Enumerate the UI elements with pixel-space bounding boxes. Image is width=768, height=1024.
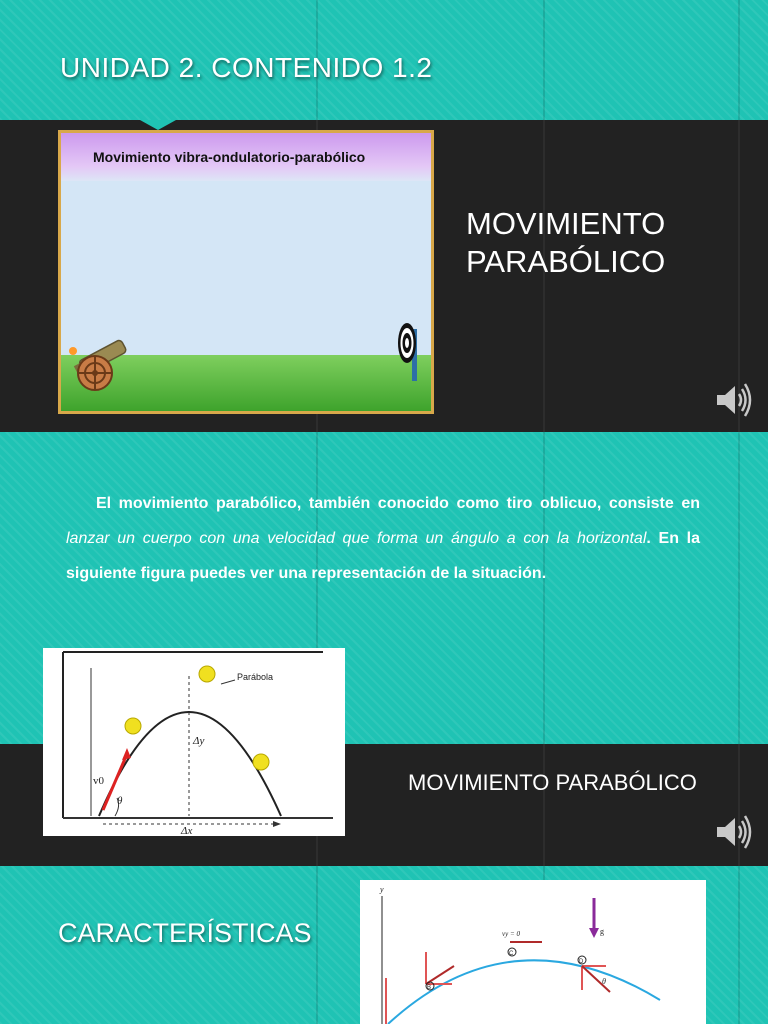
theta-label: θ	[117, 795, 123, 807]
v0-label: v0	[93, 775, 104, 787]
point-c-label: C	[509, 951, 514, 957]
paragraph-italic: lanzar un cuerpo con una velocidad que forma un ángulo a con la horizontal	[66, 530, 647, 547]
simulation-frame[interactable]	[58, 130, 434, 414]
paragraph-part1: El movimiento parabólico, también conocido como tiro oblicuo, consiste en	[96, 495, 700, 512]
slide2-subtitle: MOVIMIENTO PARABÓLICO	[408, 770, 697, 795]
slide1-notch	[140, 120, 176, 130]
cannon-icon	[67, 329, 137, 393]
curve-label: Parábola	[237, 672, 274, 682]
gravity-label: g	[600, 927, 604, 936]
target-icon	[397, 321, 427, 381]
delta-y-label: Δy	[193, 735, 205, 747]
vy-zero-label: vy = 0	[502, 930, 520, 938]
point-b-label: B	[427, 985, 432, 991]
parabola-figure	[43, 648, 345, 836]
speaker-icon[interactable]	[714, 380, 754, 420]
slide1-subtitle	[466, 205, 665, 281]
definition-paragraph	[66, 486, 700, 591]
characteristics-figure	[360, 880, 706, 1024]
delta-x-label: Δx	[181, 825, 193, 836]
y-axis-label: y	[380, 885, 384, 894]
slide1-title: UNIDAD 2. CONTENIDO 1.2	[60, 52, 433, 83]
point-d-label: D	[579, 959, 584, 965]
simulation-label: Movimiento vibra-ondulatorio-parabólico	[93, 149, 366, 165]
paragraph-part3: . En la siguiente figura puedes ver una representación de la situación.	[66, 530, 701, 582]
slide3-title: CARACTERÍSTICAS	[58, 918, 312, 948]
slide1-subtitle-line1: MOVIMIENTO	[466, 206, 666, 241]
theta-label-3: θ	[602, 977, 606, 986]
speaker-icon[interactable]	[714, 812, 754, 852]
slide1-subtitle-line2: PARABÓLICO	[466, 244, 666, 279]
